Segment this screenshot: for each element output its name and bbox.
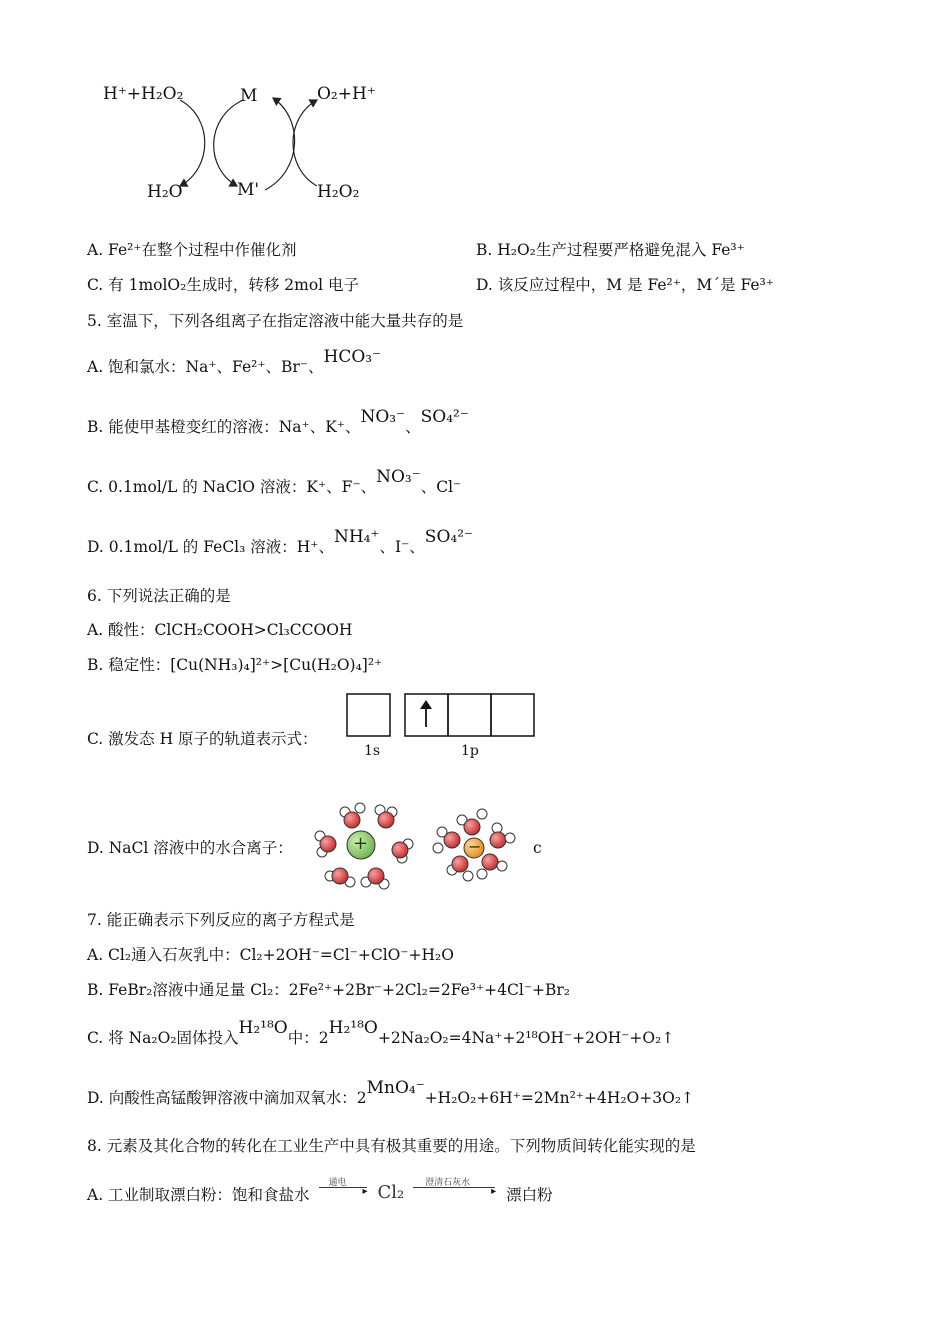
q7-c-mid: 中：2 — [287, 1029, 329, 1047]
q6-option-c: C. 激发态 H 原子的轨道表示式： — [87, 730, 318, 748]
q5-b-sep: 、 — [405, 418, 421, 436]
q5-c-tail: 、Cl⁻ — [420, 478, 462, 496]
q5-b-ion1: NO₃⁻ — [360, 407, 406, 427]
cycle-bottom-left: H₂O — [147, 182, 183, 202]
q7-c-post: +2Na₂O₂=4Na⁺+2¹⁸OH⁻+2OH⁻+O₂↑ — [377, 1029, 675, 1047]
q5-a-text: A. 饱和氯水：Na⁺、Fe²⁺、Br⁻、 — [87, 358, 324, 376]
q7-d-post: +H₂O₂+6H⁺=2Mn²⁺+4H₂O+3O₂↑ — [424, 1089, 695, 1107]
q5-c-ion: NO₃⁻ — [376, 467, 421, 487]
q8-arrow-2-head: ▸ — [491, 1186, 497, 1197]
q5-a-ion: HCO₃⁻ — [323, 347, 382, 367]
q7-d-pre: D. 向酸性高锰酸钾溶液中滴加双氧水：2 — [87, 1089, 367, 1107]
cycle-bottom-right: H₂O₂ — [317, 182, 360, 202]
q8-arrow-2 — [409, 1177, 501, 1203]
q5-option-a — [87, 347, 382, 377]
q6-option-a: A. 酸性：ClCH₂COOH>Cl₃CCOOH — [87, 621, 353, 639]
orbital-label-1s: 1s — [364, 743, 381, 759]
q7-option-a: A. Cl₂通入石灰乳中：Cl₂+2OH⁻=Cl⁻+ClO⁻+H₂O — [87, 946, 454, 964]
q6-option-b: B. 稳定性：[Cu(NH₃)₄]²⁺>[Cu(H₂O)₄]²⁺ — [87, 656, 383, 674]
q4-option-b: B. H₂O₂生产过程要严格避免混入 Fe³⁺ — [476, 241, 745, 259]
q8-arrow-1 — [315, 1177, 373, 1203]
q4-option-c: C. 有 1molO₂生成时，转移 2mol 电子 — [87, 276, 360, 294]
q8-arrow-1-head: ▸ — [362, 1186, 368, 1197]
q8-arrow-1-label: 通电 — [328, 1178, 347, 1188]
hydrated-ions — [312, 800, 542, 890]
cycle-top-right: O₂+H⁺ — [317, 84, 376, 104]
q5-d-text: D. 0.1mol/L 的 FeCl₃ 溶液：H⁺、 — [87, 538, 334, 556]
q6-option-d: D. NaCl 溶液中的水合离子： — [87, 839, 293, 857]
q5-d-mid: 、I⁻、 — [379, 538, 425, 556]
q5-option-c — [87, 467, 462, 497]
q8-arrow-1-shaft — [319, 1187, 367, 1188]
q8-a-pre: A. 工业制取漂白粉：饱和食盐水 — [87, 1186, 310, 1204]
q5-b-ion2: SO₄²⁻ — [420, 407, 469, 427]
cycle-top-left: H⁺+H₂O₂ — [103, 84, 184, 104]
cycle-bottom-mid: M' — [237, 180, 260, 200]
q6-stem: 6. 下列说法正确的是 — [87, 587, 231, 605]
q8-arrow-2-shaft — [413, 1187, 495, 1188]
cation-sign: + — [353, 833, 369, 854]
q7-stem: 7. 能正确表示下列反应的离子方程式是 — [87, 911, 355, 929]
q7-c-iso-1: H₂¹⁸O — [238, 1018, 288, 1038]
q7-c-pre: C. 将 Na₂O₂固体投入 — [87, 1029, 239, 1047]
q7-c-iso-2: H₂¹⁸O — [328, 1018, 378, 1038]
q4-option-d: D. 该反应过程中，M 是 Fe²⁺，M´是 Fe³⁺ — [476, 276, 774, 294]
q8-arrow-2-label: 澄清石灰水 — [425, 1178, 471, 1188]
q5-d-ion1: NH₄⁺ — [333, 527, 380, 547]
anion-sign: − — [468, 837, 482, 856]
q4-option-a: A. Fe²⁺在整个过程中作催化剂 — [87, 241, 297, 259]
cycle-diagram — [95, 78, 385, 213]
q7-option-b: B. FeBr₂溶液中通足量 Cl₂：2Fe²⁺+2Br⁻+2Cl₂=2Fe³⁺+4Cl⁻+Br₂ — [87, 981, 571, 999]
orbital-diagram — [346, 693, 536, 763]
q7-d-ion: MnO₄⁻ — [366, 1078, 425, 1098]
q5-option-d — [87, 527, 473, 557]
q5-d-ion2: SO₄²⁻ — [424, 527, 473, 547]
q8-a-post: 漂白粉 — [506, 1186, 553, 1204]
q5-stem: 5. 室温下，下列各组离子在指定溶液中能大量共存的是 — [87, 312, 464, 330]
q8-option-a — [87, 1178, 553, 1209]
q7-option-d — [87, 1078, 695, 1108]
q7-option-c — [87, 1018, 675, 1048]
cycle-top-mid: M — [240, 86, 258, 106]
q6-d-tail: c — [533, 839, 542, 857]
orbital-label-1p: 1p — [461, 743, 479, 759]
q5-b-text: B. 能使甲基橙变红的溶液：Na⁺、K⁺、 — [87, 418, 361, 436]
q8-mid: Cl₂ — [377, 1182, 405, 1203]
q5-option-b — [87, 407, 469, 437]
hydrated-ions-figure — [312, 800, 542, 890]
q5-c-text: C. 0.1mol/L 的 NaClO 溶液：K⁺、F⁻、 — [87, 478, 377, 496]
q8-stem: 8. 元素及其化合物的转化在工业生产中具有极其重要的用途。下列物质间转化能实现的是 — [87, 1137, 696, 1155]
